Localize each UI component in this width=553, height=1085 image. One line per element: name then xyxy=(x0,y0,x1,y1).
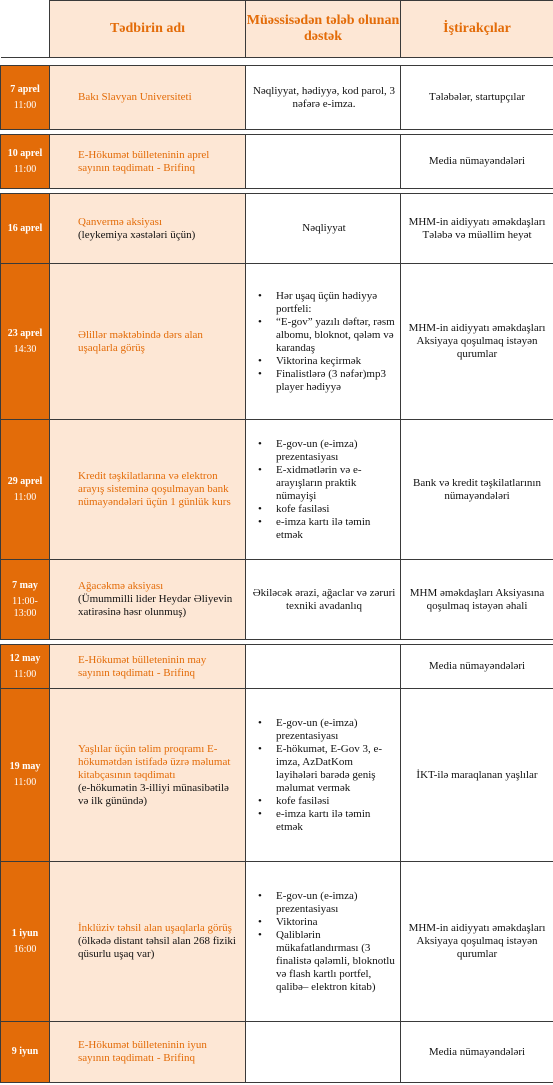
participants-cell: Tələbələr, startupçılar xyxy=(401,66,553,130)
event-date: 7 may xyxy=(12,579,38,591)
event-title: Yaşlılar üçün təlim proqramı E-hökumətdən istifadə üzrə məlumat kitabçasının təqdimatı xyxy=(78,742,231,781)
event-cell xyxy=(50,689,246,862)
support-list-item: • e-imza kartı ilə təmin etmək xyxy=(276,808,396,834)
event-title: Ağacəkmə aksiyası xyxy=(78,580,164,592)
support-list-item: • Viktorina xyxy=(276,916,396,929)
event-cell xyxy=(50,1022,246,1083)
event-date: 12 may xyxy=(9,652,41,664)
date-cell xyxy=(1,689,50,862)
event-time: 11:00 xyxy=(13,163,37,175)
event-time: 11:00 xyxy=(13,99,37,111)
date-cell xyxy=(1,194,50,264)
table-row xyxy=(1,560,553,640)
event-cell xyxy=(50,560,246,640)
support-list-item: • E-gov-un (e-imza) prezentasiyası xyxy=(276,890,396,916)
table-row xyxy=(1,194,553,264)
support-list xyxy=(252,290,396,394)
event-time: 11:00-13:00 xyxy=(12,595,38,619)
support-list-item: • Viktorina keçirmək xyxy=(276,355,396,368)
support-list-item: • “E-gov” yazılı dəftər, rəsm albomu, bloknot, qələm və karandaş xyxy=(276,316,396,355)
event-cell xyxy=(50,66,246,130)
support-cell xyxy=(246,689,401,862)
event-note: (ölkədə distant təhsil alan 268 fiziki qüsurlu uşaq var) xyxy=(78,935,236,960)
event-cell xyxy=(50,135,246,189)
support-cell xyxy=(246,645,401,689)
event-title: Qanvermə aksiyası xyxy=(78,215,162,228)
support-list-item: • Hər uşaq üçün hədiyyə portfeli: xyxy=(276,290,396,316)
support-column-header: Müəssisədən tələb olunan dəstək xyxy=(246,1,401,58)
event-note: (Ümummilli lider Heydər Əliyevin xatirəsinə həsr olunmuş) xyxy=(78,593,233,618)
table-row xyxy=(1,689,553,862)
date-cell xyxy=(1,264,50,420)
date-cell xyxy=(1,66,50,130)
event-title: İnklüziv təhsil alan uşaqlarla görüş xyxy=(78,922,232,934)
participants-cell: MHM əməkdaşları Aksiyasına qoşulmaq istəyən əhali xyxy=(401,560,553,640)
event-title: E-Hökumət bülleteninin aprel sayının təqdimatı - Brifinq xyxy=(78,148,210,174)
participants-cell: MHM-in aidiyyatı əməkdaşları Aksiyaya qoşulmaq istəyən qurumlar xyxy=(401,862,553,1022)
event-date: 16 aprel xyxy=(7,222,43,234)
event-date: 23 aprel xyxy=(7,327,43,339)
event-date: 10 aprel xyxy=(7,147,43,159)
support-list-item: • kofe fasiləsi xyxy=(276,795,396,808)
event-title: E-Hökumət bülleteninin iyun sayının təqdimatı - Brifinq xyxy=(78,1039,207,1064)
event-date: 29 aprel xyxy=(7,475,43,487)
participants-cell: Media nümayəndələri xyxy=(401,1022,553,1083)
date-cell xyxy=(1,645,50,689)
participants-cell: Media nümayəndələri xyxy=(401,135,553,189)
support-list-item: • E-gov-un (e-imza) prezentasiyası xyxy=(276,438,396,464)
event-title: Kredit təşkilatlarına və elektron arayış sisteminə qoşulmayan bank nümayəndələri üçün 1 günlük kurs xyxy=(78,470,231,508)
support-list-item: • E-gov-un (e-imza) prezentasiyası xyxy=(276,717,396,743)
event-title: Bakı Slavyan Universiteti xyxy=(78,91,192,103)
event-title: E-Hökumət bülleteninin may sayının təqdimatı - Brifinq xyxy=(78,653,207,679)
row-spacer-cell xyxy=(1,58,553,66)
event-time: 16:00 xyxy=(13,943,37,955)
support-list-item: • Qaliblərin mükafatlandırması (3 finalistə qələmli, bloknotlu və flash kartlı portfel, qalibə– elektron kitab) xyxy=(276,929,396,994)
event-column-header: Tədbirin adı xyxy=(50,1,246,58)
support-list xyxy=(252,890,396,994)
event-time: 11:00 xyxy=(13,777,37,788)
support-cell: Əkiləcək ərazi, ağaclar və zəruri texniki avadanlıq xyxy=(246,560,401,640)
event-cell xyxy=(50,264,246,420)
date-cell xyxy=(1,560,50,640)
table-row xyxy=(1,645,553,689)
support-list-item: • e-imza kartı ilə təmin etmək xyxy=(276,516,396,542)
event-time: 11:00 xyxy=(13,491,37,503)
support-list-item: • Finalistlərə (3 nəfər)mp3 player hədiyyə xyxy=(276,368,396,394)
table-row xyxy=(1,862,553,1022)
table-row xyxy=(1,1022,553,1083)
table-row xyxy=(1,66,553,130)
event-cell xyxy=(50,645,246,689)
support-cell xyxy=(246,1022,401,1083)
support-cell: Nəqliyyat, hədiyyə, kod parol, 3 nəfərə e-imza. xyxy=(246,66,401,130)
event-date: 1 iyun xyxy=(11,927,39,939)
support-cell xyxy=(246,264,401,420)
event-cell xyxy=(50,194,246,264)
support-cell xyxy=(246,135,401,189)
support-list xyxy=(252,717,396,834)
table-row xyxy=(1,264,553,420)
date-cell xyxy=(1,420,50,560)
date-cell xyxy=(1,1022,50,1083)
table-row xyxy=(1,420,553,560)
event-title: Əlillər məktəbində dərs alan uşaqlarla görüş xyxy=(78,328,203,354)
support-cell xyxy=(246,862,401,1022)
row-spacer xyxy=(1,58,553,66)
support-cell: Nəqliyyat xyxy=(246,194,401,264)
event-time: 14:30 xyxy=(13,343,37,355)
participants-cell: Bank və kredit təşkilatlarının nümayəndələri xyxy=(401,420,553,560)
participants-cell: MHM-in aidiyyatı əməkdaşları Tələbə və müəllim heyət xyxy=(401,194,553,264)
event-cell xyxy=(50,420,246,560)
participants-cell: İKT-ilə maraqlanan yaşlılar xyxy=(401,689,553,862)
event-time: 11:00 xyxy=(13,668,37,680)
date-cell xyxy=(1,135,50,189)
event-cell xyxy=(50,862,246,1022)
participants-column-header: İştirakçılar xyxy=(401,1,553,58)
table-row xyxy=(1,135,553,189)
event-date: 19 may xyxy=(9,761,41,772)
date-cell xyxy=(1,862,50,1022)
date-column-header xyxy=(1,1,50,58)
support-cell xyxy=(246,420,401,560)
event-note: (leykemiya xəstələri üçün) xyxy=(78,228,196,241)
support-list-item: • E-hökumət, E-Gov 3, e-imza, AzDatKom layihələri barədə geniş məlumat vermək xyxy=(276,743,396,795)
event-date: 7 aprel xyxy=(10,83,40,95)
event-date: 9 iyun xyxy=(11,1046,39,1057)
table-header-row xyxy=(1,1,553,58)
participants-cell: Media nümayəndələri xyxy=(401,645,553,689)
event-note: (e-hökumətin 3-illiyi münasibətilə və ilk günündə) xyxy=(78,781,229,807)
support-list-item: • E-xidmətlərin və e-arayışların praktik nümayişi xyxy=(276,464,396,503)
participants-cell: MHM-in aidiyyatı əməkdaşları Aksiyaya qoşulmaq istəyən qurumlar xyxy=(401,264,553,420)
support-list xyxy=(252,438,396,542)
support-list-item: • kofe fasiləsi xyxy=(276,503,396,516)
